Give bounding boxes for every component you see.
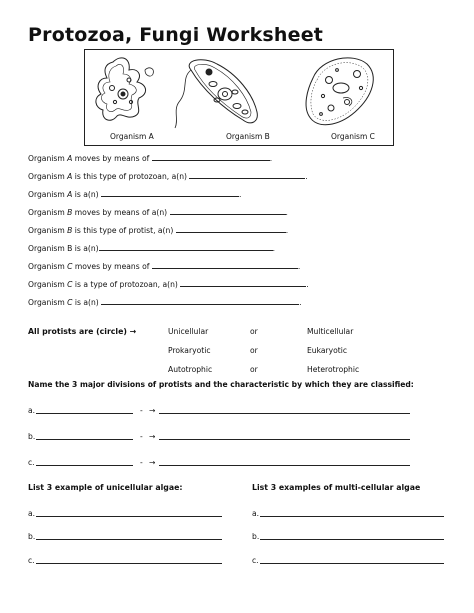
multicellular-heading: List 3 examples of multi-cellular algae <box>252 483 421 492</box>
division-b-name-blank[interactable] <box>36 439 133 440</box>
answer-blank[interactable] <box>152 152 270 161</box>
unicellular-c-blank[interactable] <box>36 563 222 564</box>
answer-blank[interactable] <box>170 206 286 215</box>
multicellular-a-blank[interactable] <box>260 516 444 517</box>
question-6: Organism B is a(n) . <box>28 244 276 253</box>
division-b-dash: - <box>140 432 143 441</box>
option-heterotrophic[interactable]: Heterotrophic <box>307 365 360 374</box>
division-c-letter: c. <box>28 458 35 467</box>
organisms-illustration <box>85 50 393 145</box>
division-a-letter: a. <box>28 406 36 415</box>
division-a-name-blank[interactable] <box>36 413 133 414</box>
division-a-characteristic-blank[interactable] <box>159 413 410 414</box>
option-unicellular[interactable]: Unicellular <box>168 327 209 336</box>
or-label: or <box>250 327 258 336</box>
answer-blank[interactable] <box>101 296 299 305</box>
division-c-arrow: → <box>149 458 156 467</box>
multicellular-c-blank[interactable] <box>260 563 444 564</box>
unicellular-a-letter: a. <box>28 509 36 518</box>
multicellular-a-letter: a. <box>252 509 260 518</box>
division-c-name-blank[interactable] <box>36 465 133 466</box>
division-c-characteristic-blank[interactable] <box>159 465 410 466</box>
multicellular-c-letter: c. <box>252 556 259 565</box>
option-multicellular[interactable]: Multicellular <box>307 327 354 336</box>
option-prokaryotic[interactable]: Prokaryotic <box>168 346 211 355</box>
question-5: Organism B is this type of protist, a(n) . <box>28 226 289 235</box>
division-c-dash: - <box>140 458 143 467</box>
division-a-arrow: → <box>149 406 156 415</box>
divisions-heading: Name the 3 major divisions of protists and the characteristic by which they are classified: <box>28 380 414 389</box>
division-b-characteristic-blank[interactable] <box>159 439 410 440</box>
division-b-letter: b. <box>28 432 36 441</box>
paramecium-drawing <box>306 58 373 125</box>
answer-blank[interactable] <box>152 260 298 269</box>
circle-prompt: All protists are (circle) → <box>28 327 137 336</box>
question-3: Organism A is a(n) . <box>28 190 242 199</box>
unicellular-a-blank[interactable] <box>36 516 222 517</box>
amoeba-drawing <box>96 58 153 120</box>
question-9: Organism C is a(n) . <box>28 298 302 307</box>
question-2: Organism A is this type of protozoan, a(n) . <box>28 172 308 181</box>
option-eukaryotic[interactable]: Eukaryotic <box>307 346 348 355</box>
answer-blank[interactable] <box>99 242 273 251</box>
answer-blank[interactable] <box>176 224 286 233</box>
euglena-drawing <box>175 60 257 128</box>
answer-blank[interactable] <box>180 278 306 287</box>
answer-blank[interactable] <box>101 188 239 197</box>
unicellular-b-letter: b. <box>28 532 36 541</box>
page-title: Protozoa, Fungi Worksheet <box>28 24 324 46</box>
multicellular-b-blank[interactable] <box>260 539 444 540</box>
organism-a-label: Organism A <box>110 132 154 141</box>
or-label: or <box>250 365 258 374</box>
question-4: Organism B moves by means of a(n) . <box>28 208 288 217</box>
division-a-dash: - <box>140 406 143 415</box>
organism-c-label: Organism C <box>331 132 375 141</box>
question-1: Organism A moves by means of . <box>28 154 273 163</box>
unicellular-b-blank[interactable] <box>36 539 222 540</box>
multicellular-b-letter: b. <box>252 532 260 541</box>
question-8: Organism C is a type of protozoan, a(n) . <box>28 280 309 289</box>
unicellular-heading: List 3 example of unicellular algae: <box>28 483 183 492</box>
option-autotrophic[interactable]: Autotrophic <box>168 365 213 374</box>
organism-b-label: Organism B <box>226 132 270 141</box>
or-label: or <box>250 346 258 355</box>
answer-blank[interactable] <box>189 170 305 179</box>
division-b-arrow: → <box>149 432 156 441</box>
question-7: Organism C moves by means of . <box>28 262 301 271</box>
unicellular-c-letter: c. <box>28 556 35 565</box>
